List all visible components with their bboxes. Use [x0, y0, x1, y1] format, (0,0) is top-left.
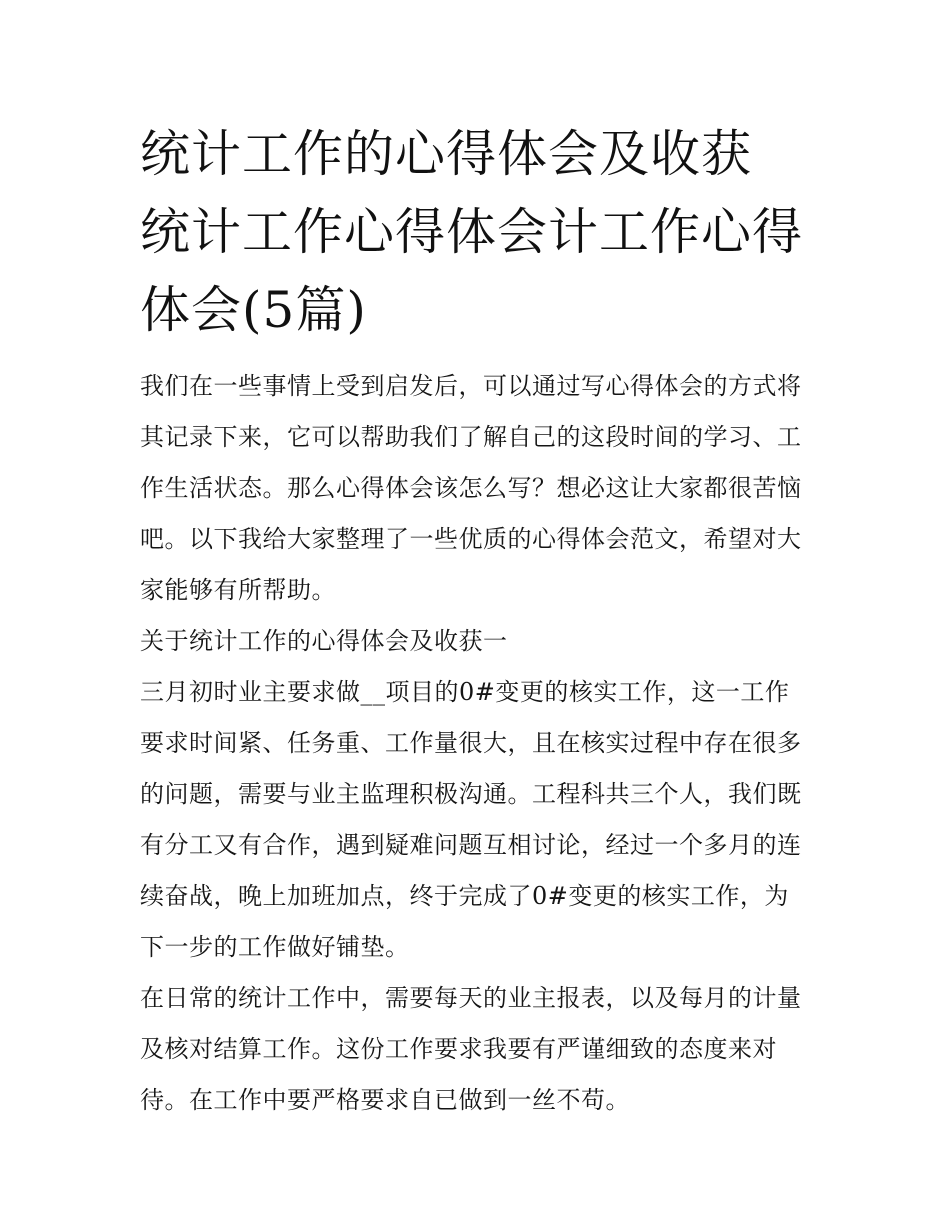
paragraph-daily-statistics: 在日常的统计工作中，需要每天的业主报表，以及每月的计量及核对结算工作。这份工作要求我要有严谨细致的态度来对待。在工作中要严格要求自已做到一丝不苟。 [140, 984, 802, 1114]
document-title: 统计工作的心得体会及收获 统计工作心得体会计工作心得体会(5篇) [140, 125, 803, 339]
paragraph-intro: 我们在一些事情上受到启发后，可以通过写心得体会的方式将其记录下来，它可以帮助我们了解自己的这段时间的学习、工作生活状态。那么心得体会该怎么写？想必这让大家都很苦恼吧。以下我给大家整理了一些优质的心得体会范文，希望对大家能够有所帮助。 [140, 372, 802, 604]
document-body [140, 115, 812, 1126]
paragraph-change-verification: 三月初时业主要求做__项目的0#变更的核实工作，这一工作要求时间紧、任务重、工作量很大，且在核实过程中存在很多的问题，需要与业主监理积极沟通。工程科共三个人，我们既有分工又有合作，遇到疑难问题互相讨论，经过一个多月的连续奋战，晚上加班加点，终于完成了0#变更的核实工作，为下一步的工作做好铺垫。 [140, 678, 802, 961]
section-heading: 关于统计工作的心得体会及收获一 [140, 627, 508, 655]
